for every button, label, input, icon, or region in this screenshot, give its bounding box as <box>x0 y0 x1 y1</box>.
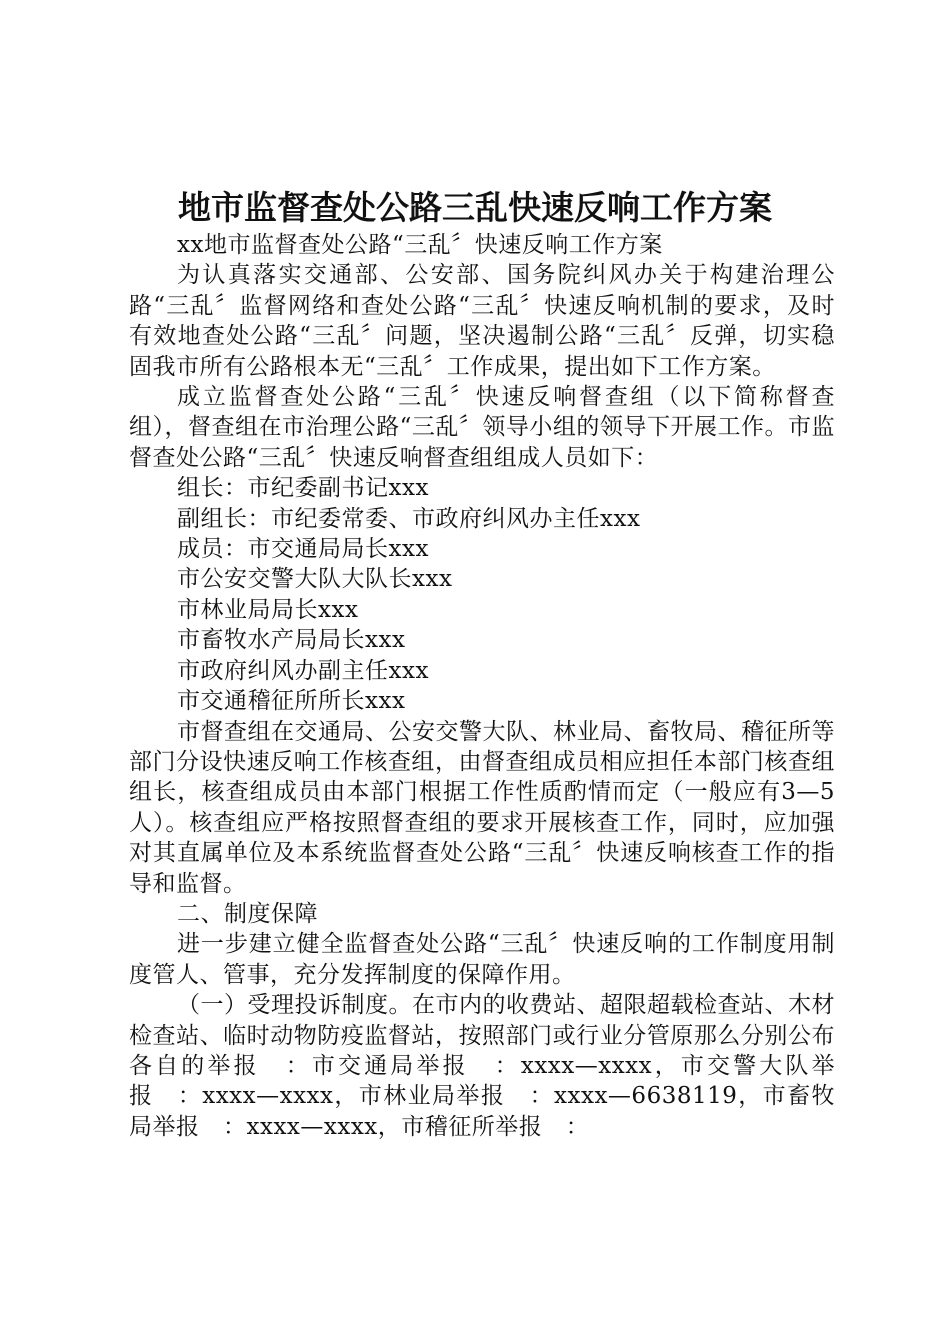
subtitle-paragraph: xx地市监督查处公路“三乱〞快速反响工作方案 <box>177 232 663 258</box>
intro-paragraph: 为认真落实交通部、公安部、国务院纠风办关于构建治理公路“三乱〞监督网络和查处公路“三乱〞快速反响机制的要求，及时有效地查处公路“三乱〞问题，坚决遏制公路“三乱〞反弹，切实稳固我市所有公路根本无“三乱〞工作成果，提出如下工作方案。 <box>129 262 835 380</box>
section-heading: 二、制度保障 <box>177 900 318 927</box>
member-line: 市交通稽征所所长xxx <box>177 688 406 715</box>
member-line: 组长：市纪委副书记xxx <box>177 475 429 502</box>
document-body <box>129 230 835 1142</box>
member-line: 市公安交警大队大队长xxx <box>177 566 453 593</box>
document-title: 地市监督查处公路三乱快速反响工作方案 <box>178 188 772 227</box>
verification-paragraph: 市督查组在交通局、公安交警大队、林业局、畜牧局、稽征所等部门分设快速反响工作核查组，由督查组成员相应担任本部门核查组组长，核查组成员由本部门根据工作性质酌情而定（一般应有3—5人）。核查组应严格按照督查组的要求开展核查工作，同时，应加强对其直属单位及本系统监督查处公路“三乱〞快速反响核查工作的指导和监督。 <box>129 718 835 897</box>
member-line: 副组长：市纪委常委、市政府纠风办主任xxx <box>177 505 641 532</box>
member-line: 市畜牧水产局局长xxx <box>177 627 406 654</box>
complaint-paragraph: （一）受理投诉制度。在市内的收费站、超限超载检查站、木材检查站、临时动物防疫监督站，按照部门或行业分管原那么分别公布各自的举报 ：市交通局举报 ：xxxx—xxxx，市交警大队举报 ：xxxx—xxxx，市林业局举报 ：xxxx—6638119，市畜牧局举报 ：xxxx—xxxx，市稽征所举报 ： <box>129 992 835 1140</box>
team-paragraph: 成立监督查处公路“三乱〞快速反响督查组（以下简称督查组），督查组在市治理公路“三乱〞领导小组的领导下开展工作。市监督查处公路“三乱〞快速反响督查组组成人员如下： <box>129 384 835 471</box>
member-line: 市政府纠风办副主任xxx <box>177 657 429 684</box>
member-line: 成员：市交通局局长xxx <box>177 536 429 563</box>
system-paragraph: 进一步建立健全监督查处公路“三乱〞快速反响的工作制度用制度管人、管事，充分发挥制度的保障作用。 <box>129 931 835 988</box>
member-line: 市林业局局长xxx <box>177 596 359 623</box>
